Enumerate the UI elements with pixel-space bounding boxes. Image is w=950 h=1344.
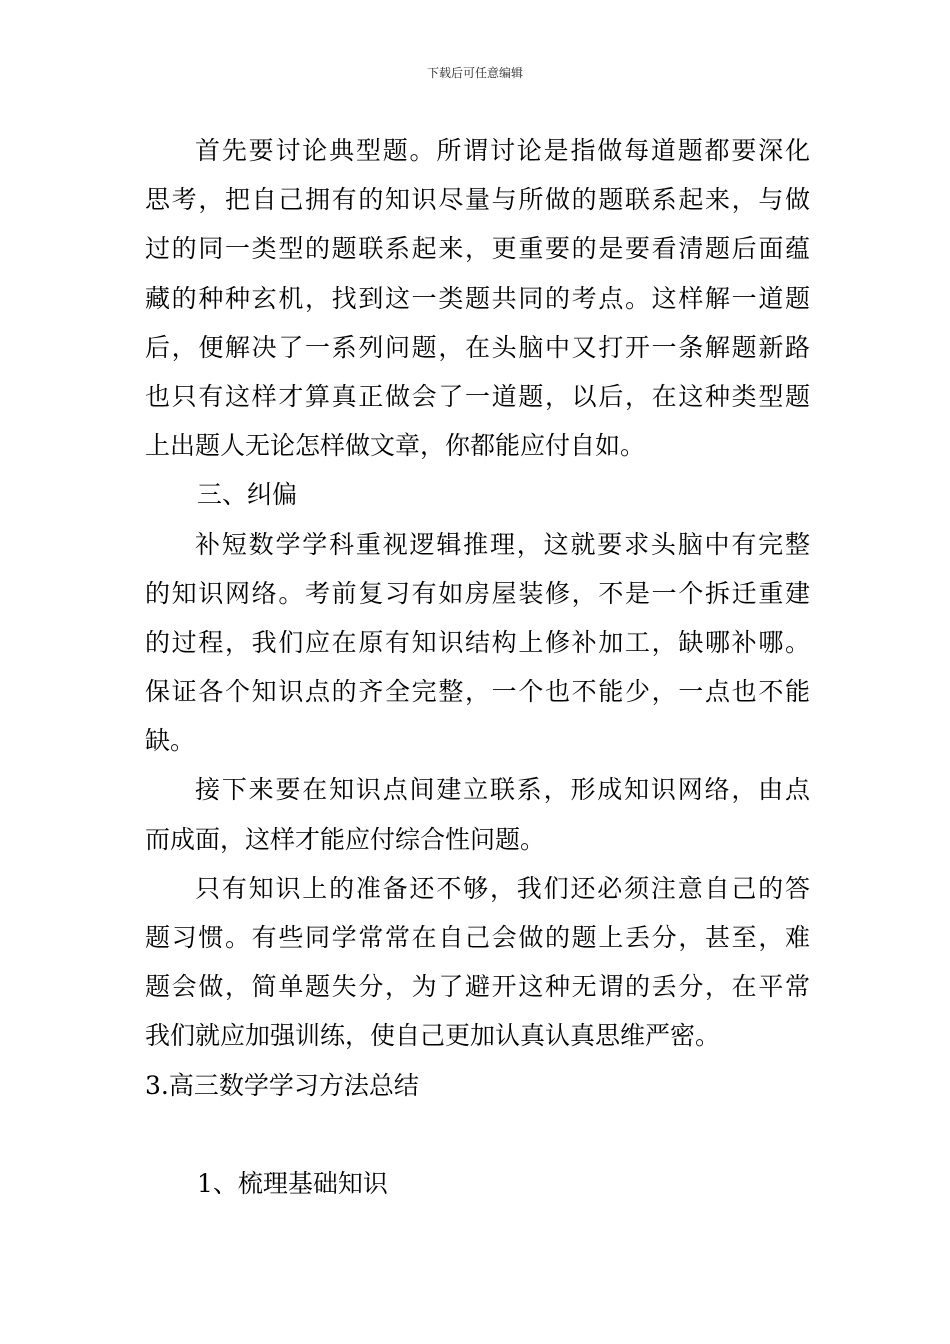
paragraph-line: 首先要讨论典型题。所谓讨论是指做每道题都要深化	[195, 136, 810, 165]
paragraph-line: 过的同一类型的题联系起来，更重要的是要看清题后面蕴	[145, 234, 810, 264]
paragraph-line: 我们就应加强训练，使自己更加认真认真思维严密。	[145, 1021, 721, 1051]
paragraph-line: 也只有这样才算真正做会了一道题，以后，在这种类型题	[145, 381, 810, 411]
paragraph-line: 保证各个知识点的齐全完整，一个也不能少，一点也不能	[145, 677, 810, 707]
document-body	[145, 126, 810, 1208]
paragraph-answer-habits	[145, 864, 810, 1061]
paragraph-line: 缺。	[145, 726, 196, 756]
paragraph-line: 而成面，这样才能应付综合性问题。	[145, 824, 546, 854]
subheading-basic-knowledge: 1、梳理基础知识	[197, 1168, 388, 1198]
paragraph-line: 只有知识上的准备还不够，我们还必须注意自己的答	[195, 873, 810, 903]
paragraph-fill-gaps	[145, 520, 810, 766]
paragraph-line: 后，便解决了一系列问题，在头脑中又打开一条解题新路	[145, 332, 810, 362]
paragraph-line: 的知识网络。考前复习有如房屋装修，不是一个拆迁重建	[145, 578, 810, 608]
section-heading-jiupian: 三、纠偏	[197, 480, 298, 510]
blank-line	[145, 1110, 810, 1159]
paragraph-line: 补短数学学科重视逻辑推理，这就要求头脑中有完整	[195, 529, 810, 559]
paragraph-typical-problems	[145, 126, 810, 470]
section-heading-study-methods: 3.高三数学学习方法总结	[145, 1070, 419, 1100]
paragraph-line: 上出题人无论怎样做文章，你都能应付自如。	[145, 431, 646, 461]
paragraph-line: 题习惯。有些同学常常在自己会做的题上丢分，甚至，难	[145, 923, 810, 952]
paragraph-line: 思考，把自己拥有的知识尽量与所做的题联系起来，与做	[145, 185, 810, 215]
paragraph-line: 的过程，我们应在原有知识结构上修补加工，缺哪补哪。	[145, 627, 810, 657]
paragraph-line: 藏的种种玄机，找到这一类题共同的考点。这样解一道题	[145, 283, 810, 313]
paragraph-line: 接下来要在知识点间建立联系，形成知识网络，由点	[195, 775, 810, 805]
page-header: 下载后可任意编辑	[426, 66, 523, 80]
paragraph-line: 题会做，简单题失分，为了避开这种无谓的丢分，在平常	[145, 972, 810, 1002]
paragraph-knowledge-network	[145, 765, 810, 863]
